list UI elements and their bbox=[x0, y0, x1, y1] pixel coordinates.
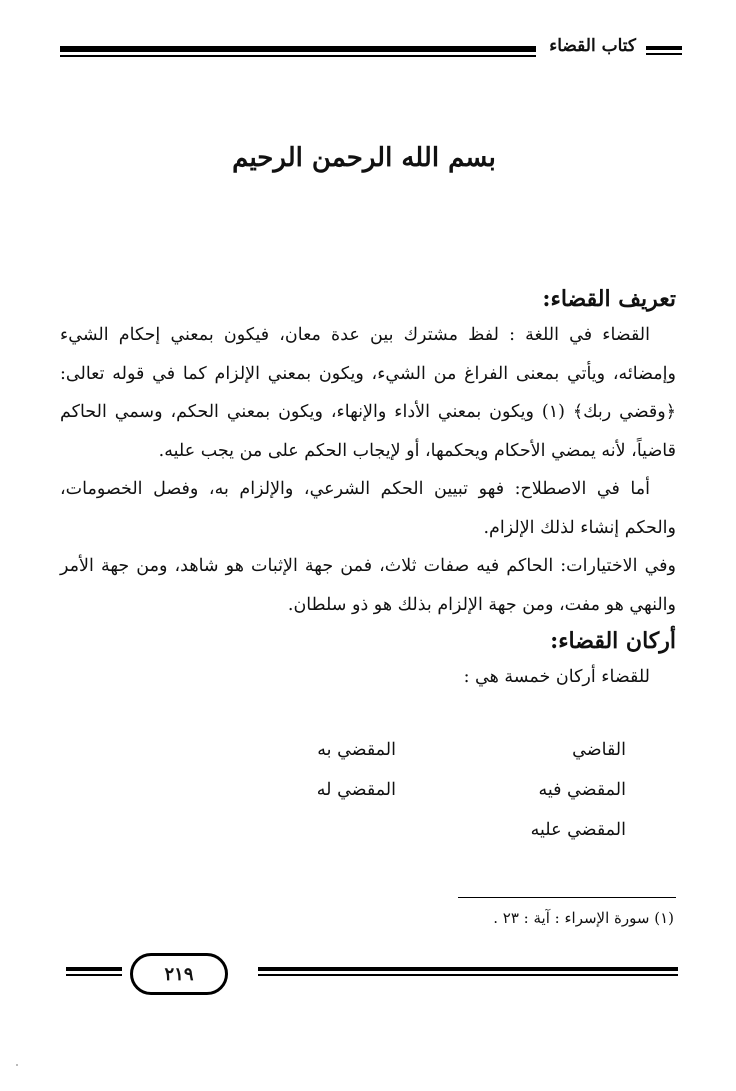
book-title: كتاب القضاء bbox=[549, 36, 636, 56]
pillar-item: المقضي له bbox=[316, 780, 396, 800]
pillar-item: المقضي فيه bbox=[538, 780, 626, 800]
footer-rule-left bbox=[66, 967, 122, 971]
scan-speck bbox=[16, 1064, 18, 1066]
pillar-item: المقضي عليه bbox=[530, 820, 626, 840]
page-number: ٢١٩ bbox=[130, 953, 228, 995]
header-rule-short bbox=[646, 46, 682, 50]
footnote: (١) سورة الإسراء : آية : ٢٣ . bbox=[493, 909, 674, 927]
definition-paragraph-1: القضاء في اللغة : لفظ مشترك بين عدة معان، فيكون بمعني إحكام الشيء وإمضائه، ويأتي بمعنى الفراغ من الشيء، ويكون بمعني الإلزام كما في قوله تعالى: ﴿وقضي ربك﴾ (١) ويكون بمعني الأداء والإنهاء، ويكون بمعني الحكم، وسمي الحاكم قاضياً، لأنه يمضي الأحكام ويحكمها، أو لإيجاب الحكم على من يجب عليه. bbox=[60, 325, 676, 461]
definition-paragraph-2: أما في الاصطلاح: فهو تبيين الحكم الشرعي، والإلزام به، وفصل الخصومات، والحكم إنشاء لذلك الإلزام. bbox=[60, 479, 676, 538]
pillars-intro: للقضاء أركان خمسة هي : bbox=[463, 667, 650, 687]
pillar-item: المقضي به bbox=[317, 740, 396, 760]
definition-heading: تعريف القضاء: bbox=[542, 286, 676, 312]
footer-rule-right bbox=[258, 967, 678, 971]
main-text bbox=[60, 282, 676, 697]
page-header bbox=[60, 38, 682, 64]
pillars-list bbox=[116, 740, 636, 860]
basmala-calligraphy: بسم الله الرحمن الرحيم bbox=[232, 143, 496, 173]
pillars-heading: أركان القضاء: bbox=[550, 628, 676, 654]
page-footer bbox=[66, 953, 678, 997]
pillar-item: القاضي bbox=[572, 740, 626, 760]
header-rule-long bbox=[60, 46, 536, 52]
definition-paragraph-3: وفي الاختيارات: الحاكم فيه صفات ثلاث، فمن جهة الإثبات هو شاهد، ومن جهة الأمر والنهي هو مفت، ومن جهة الإلزام بذلك هو ذو سلطان. bbox=[60, 556, 676, 615]
footnote-separator bbox=[458, 897, 676, 898]
